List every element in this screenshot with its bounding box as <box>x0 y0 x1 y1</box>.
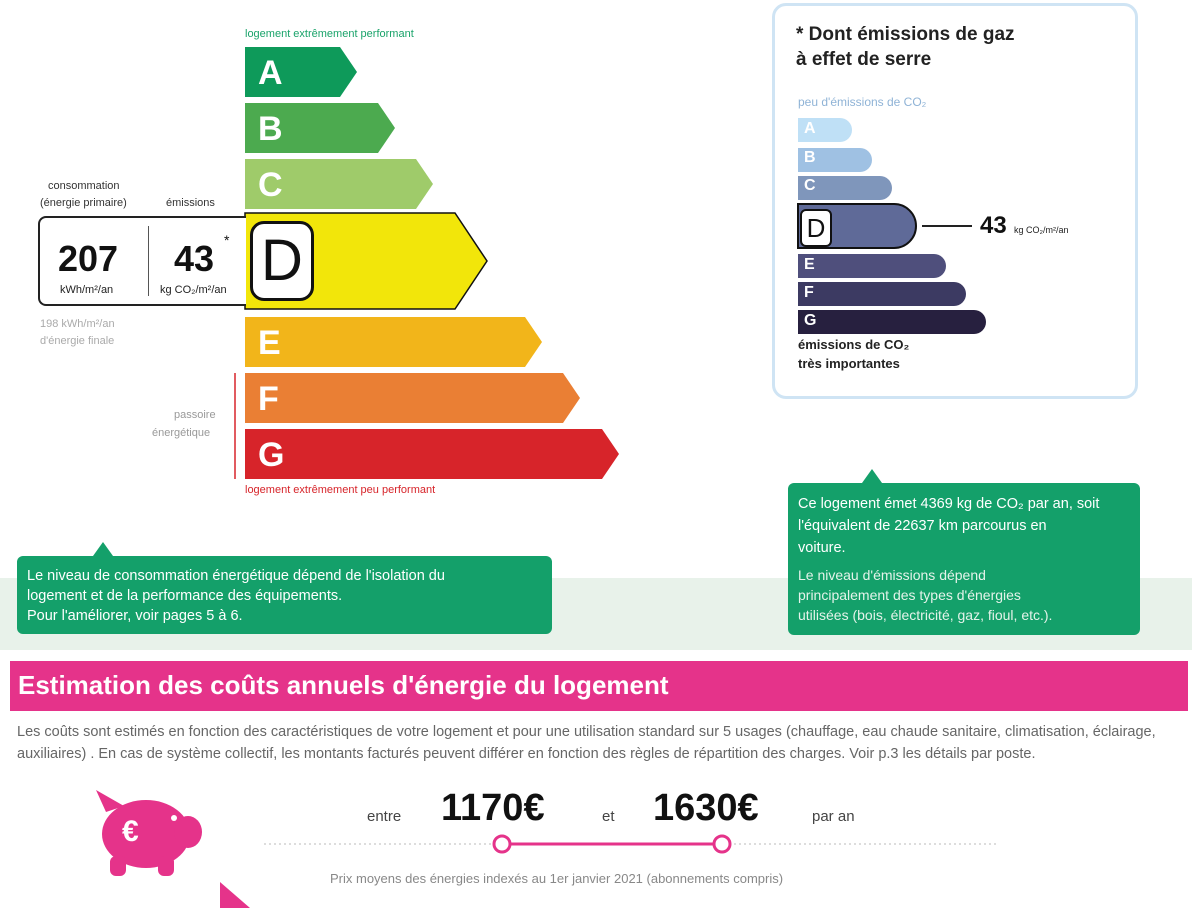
right-note-bubble <box>788 483 1140 635</box>
costs-description: Les coûts sont estimés en fonction des caractéristiques de votre logement et pour une utilisation standard sur 5 usages (chauffage, eau chaude sanitaire, climatisation, éclairage, auxiliaires) . En cas de système collectif, les montants facturés peuvent différer en fonction des règles de répartition des charges. Voir p.3 les détails par poste. <box>17 724 1156 762</box>
cost-range-slider <box>260 832 1000 856</box>
emissions-star: * <box>224 232 230 248</box>
right-note-1: Le niveau d'émissions dépend <box>798 567 986 583</box>
right-note-3: utilisées (bois, électricité, gaz, fioul, etc.). <box>798 607 1053 623</box>
ghg-bar-g <box>798 310 986 334</box>
ghg-value: 43 <box>980 212 1007 239</box>
left-note-2: logement et de la performance des équipements. <box>27 588 343 604</box>
ghg-title-2: à effet de serre <box>796 49 932 70</box>
ghg-top-note: peu d'émissions de CO₂ <box>798 95 927 109</box>
ghg-bar-e <box>798 254 946 278</box>
ghg-letter-a: A <box>804 120 816 137</box>
costs-title: Estimation des coûts annuels d'énergie du logement <box>18 670 669 700</box>
cost-footnote: Prix moyens des énergies indexés au 1er janvier 2021 (abonnements compris) <box>330 871 784 886</box>
ghg-letter-c: C <box>804 177 816 194</box>
emissions-label: émissions <box>166 197 215 209</box>
consumption-value: 207 <box>58 238 119 279</box>
cost-and: et <box>602 808 615 825</box>
left-note-1: Le niveau de consommation énergétique dépend de l'isolation du <box>27 568 445 584</box>
right-note-2: principalement des types d'énergies <box>798 587 1021 603</box>
left-note-3: Pour l'améliorer, voir pages 5 à 6. <box>27 608 243 624</box>
emissions-value: 43 <box>174 238 215 279</box>
ghg-bottom-note-2: très importantes <box>798 356 900 371</box>
energy-bar-e <box>245 317 542 367</box>
consumption-label-1: consommation <box>48 180 120 192</box>
ghg-letter-d-box <box>800 209 832 247</box>
ghg-title-1: * Dont émissions de gaz <box>796 24 1015 45</box>
energy-bar-g <box>245 429 619 479</box>
energy-letter-d-box <box>250 221 314 301</box>
passoire-label-2: énergétique <box>152 427 211 439</box>
ghg-letter-d: D <box>806 213 826 243</box>
energy-bar-f <box>245 373 580 423</box>
consumption-unit: kWh/m²/an <box>60 284 114 296</box>
energy-letter-g: G <box>258 436 285 474</box>
energy-value-box <box>38 216 246 306</box>
ghg-bottom-note-1: émissions de CO₂ <box>798 337 910 352</box>
value-divider <box>148 226 149 296</box>
energy-bottom-note: logement extrêmement peu performant <box>245 484 436 496</box>
left-note-bubble <box>17 556 552 634</box>
cost-min: 1170€ <box>441 787 545 829</box>
energy-letter-f: F <box>258 380 279 418</box>
euro-symbol: € <box>122 815 139 848</box>
right-note-bold-1: Ce logement émet 4369 kg de CO₂ par an, soit <box>798 496 1100 512</box>
right-bubble-pointer <box>862 469 882 483</box>
energy-letter-c: C <box>258 166 283 204</box>
cost-between: entre <box>367 808 402 825</box>
ghg-bar-f <box>798 282 966 306</box>
piggy-bank-icon <box>88 782 208 882</box>
left-bubble-pointer <box>93 542 113 556</box>
consumption-label-2: (énergie primaire) <box>40 197 127 209</box>
ghg-letter-e: E <box>804 256 815 273</box>
final-energy-2: d'énergie finale <box>40 335 115 347</box>
right-note-bold-2: l'équivalent de 22637 km parcourus en <box>798 518 1047 534</box>
energy-letter-b: B <box>258 110 283 148</box>
bottom-arrow <box>220 882 260 908</box>
energy-letter-d: D <box>261 228 303 293</box>
final-energy-1: 198 kWh/m²/an <box>40 318 115 330</box>
emissions-unit: kg CO₂/m²/an <box>160 284 227 296</box>
ghg-unit: kg CO₂/m²/an <box>1014 225 1069 235</box>
ghg-letter-b: B <box>804 149 816 166</box>
energy-letter-e: E <box>258 324 281 362</box>
passoire-label-1: passoire <box>174 409 216 421</box>
ghg-letter-f: F <box>804 284 814 301</box>
cost-max: 1630€ <box>653 787 759 829</box>
energy-top-note: logement extrêmement performant <box>245 28 414 40</box>
cost-per-year: par an <box>812 808 855 825</box>
energy-letter-a: A <box>258 54 283 92</box>
right-note-bold-3: voiture. <box>798 540 846 556</box>
ghg-letter-g: G <box>804 312 817 329</box>
costs-header <box>10 661 1188 711</box>
